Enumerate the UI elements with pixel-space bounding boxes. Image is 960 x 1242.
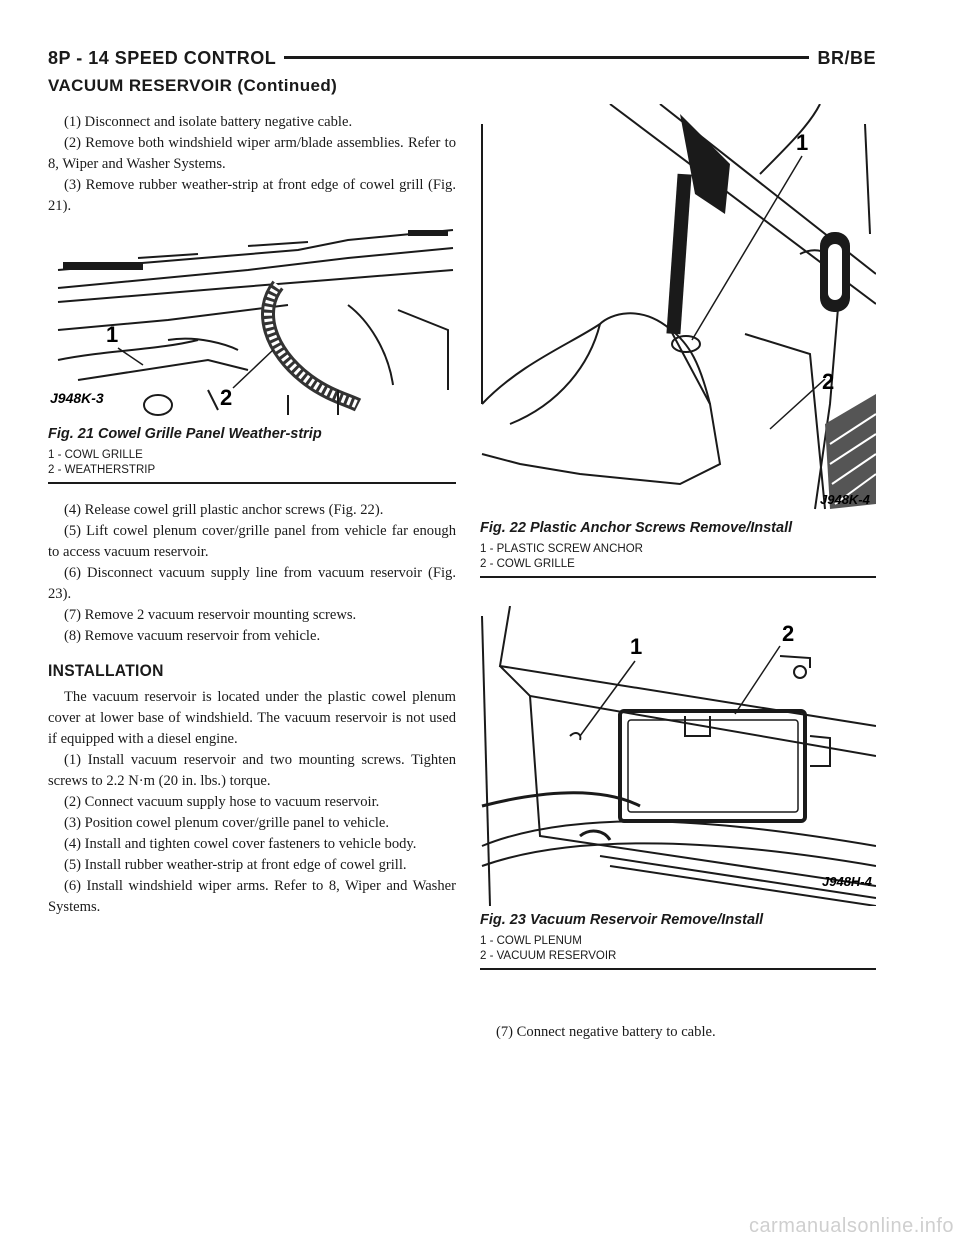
installation-step: (6) Install windshield wiper arms. Refer to 8, Wiper and Washer Systems. xyxy=(48,878,456,915)
figure-23 xyxy=(480,606,876,970)
fig22-illustration xyxy=(480,104,876,514)
fig23-legend-item: 2 - VACUUM RESERVOIR xyxy=(480,950,617,962)
installation-step: (4) Install and tighten cowel cover fasteners to vehicle body. xyxy=(64,836,417,852)
fig22-rule xyxy=(480,576,876,578)
fig21-callout-2: 2 xyxy=(220,385,233,410)
left-column-lower xyxy=(48,500,456,918)
removal-step: (7) Remove 2 vacuum reservoir mounting screws. xyxy=(64,607,357,623)
fig21-code: J948K-3 xyxy=(50,390,104,406)
fig22-callout-2: 2 xyxy=(822,369,835,394)
fig21-illustration xyxy=(48,210,456,420)
right-column-text xyxy=(480,1022,876,1043)
removal-step: (8) Remove vacuum reservoir from vehicle. xyxy=(64,628,321,644)
footer-watermark: carmanualsonline.info xyxy=(748,1215,954,1237)
fig21-caption: Fig. 21 Cowel Grille Panel Weather-strip xyxy=(48,426,322,442)
installation-step: (2) Connect vacuum supply hose to vacuum reservoir. xyxy=(64,794,380,810)
fig23-callout-2: 2 xyxy=(782,621,795,646)
installation-step: (5) Install rubber weather-strip at front edge of cowel grill. xyxy=(64,857,407,873)
fig22-code: J948K-4 xyxy=(820,492,870,507)
fig21-rule xyxy=(48,482,456,484)
removal-step: (3) Remove rubber weather-strip at front edge of cowel grill (Fig. 21). xyxy=(48,177,456,214)
installation-intro: The vacuum reservoir is located under the plastic cowel plenum cover at lower base of windshield. The vacuum reservoir is not used if equipped with a diesel engine. xyxy=(48,689,456,747)
left-column xyxy=(48,112,456,217)
figure-21 xyxy=(48,210,456,484)
fig22-callout-1: 1 xyxy=(796,130,809,155)
header-model-code: BR/BE xyxy=(809,44,876,72)
fig23-illustration xyxy=(480,606,876,906)
fig23-caption: Fig. 23 Vacuum Reservoir Remove/Install xyxy=(480,912,764,928)
removal-step: (2) Remove both windshield wiper arm/blade assemblies. Refer to 8, Wiper and Washer Systems. xyxy=(48,135,456,172)
fig22-caption: Fig. 22 Plastic Anchor Screws Remove/Install xyxy=(480,520,793,536)
fig21-legend-item: 1 - COWL GRILLE xyxy=(48,449,143,461)
removal-step: (6) Disconnect vacuum supply line from vacuum reservoir (Fig. 23). xyxy=(48,565,456,602)
fig23-legend-item: 1 - COWL PLENUM xyxy=(480,935,582,947)
fig23-code: J948H-4 xyxy=(822,874,872,889)
installation-final-step: (7) Connect negative battery to cable. xyxy=(496,1024,716,1040)
installation-step: (1) Install vacuum reservoir and two mounting screws. Tighten screws to 2.2 N·m (20 in. lbs.) torque. xyxy=(48,752,456,789)
fig21-legend-item: 2 - WEATHERSTRIP xyxy=(48,464,156,476)
page-header xyxy=(48,44,876,72)
continued-heading: VACUUM RESERVOIR (Continued) xyxy=(48,76,338,95)
fig23-rule xyxy=(480,968,876,970)
header-section-title: 8P - 14 SPEED CONTROL xyxy=(48,44,284,72)
fig21-callout-1: 1 xyxy=(106,322,119,347)
figure-22 xyxy=(480,104,876,578)
removal-step: (4) Release cowel grill plastic anchor screws (Fig. 22). xyxy=(64,502,384,518)
fig22-legend-item: 2 - COWL GRILLE xyxy=(480,558,575,570)
installation-heading: INSTALLATION xyxy=(48,661,164,680)
removal-step: (5) Lift cowel plenum cover/grille panel from vehicle far enough to access vacuum reservoir. xyxy=(48,523,456,560)
installation-step: (3) Position cowel plenum cover/grille panel to vehicle. xyxy=(64,815,390,831)
fig23-callout-1: 1 xyxy=(630,634,643,659)
fig22-legend-item: 1 - PLASTIC SCREW ANCHOR xyxy=(480,543,643,555)
removal-step: (1) Disconnect and isolate battery negative cable. xyxy=(64,114,353,130)
